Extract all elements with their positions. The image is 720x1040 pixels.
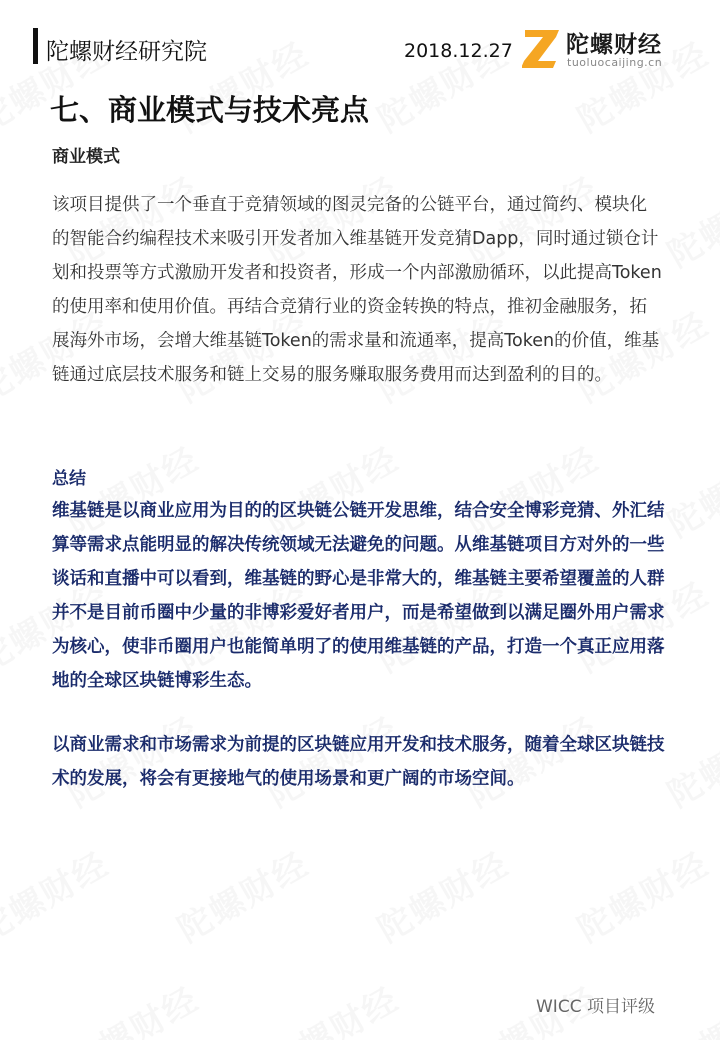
watermark-text xyxy=(0,837,117,951)
brand-logo xyxy=(522,26,692,74)
summary-paragraph: 维基链是以商业应用为目的的区块链公链开发思维，结合安全博彩竞猜、外汇结算等需求点能明显的解决传统领域无法避免的问题。从维基链项目方对外的一些谈话和直播中可以看到，维基链的野心是非常大的，维基链主要希望覆盖的人群并不是目前币圈中少量的非博彩爱好者用户，而是希望做到以满足圈外用户需求为核心，使非币圈用户也能简单明了的使用维基链的产品，打造一个真正应用落地的全球区块链博彩生态。 xyxy=(52,501,665,691)
header-date: 2018.12.27 xyxy=(404,40,513,62)
header-organization: 陀螺财经研究院 xyxy=(46,39,207,65)
section-title: 七、商业模式与技术亮点 xyxy=(50,93,370,127)
watermark-text xyxy=(657,162,720,276)
watermark-text xyxy=(57,972,206,1040)
watermark-text xyxy=(167,837,316,951)
logo-url: tuoluocaijing.cn xyxy=(567,56,663,69)
watermark-text xyxy=(657,972,720,1040)
summary-heading: 总结 xyxy=(52,469,86,489)
footer-label: WICC 项目评级 xyxy=(536,997,655,1017)
watermark-text xyxy=(567,837,716,951)
closing-paragraph: 以商业需求和市场需求为前提的区块链应用开发和技术服务，随着全球区块链技术的发展，将会有更接地气的使用场景和更广阔的市场空间。 xyxy=(52,735,665,789)
logo-z-icon xyxy=(522,26,562,72)
logo-name: 陀螺财经 xyxy=(566,32,662,58)
header-accent-bar xyxy=(33,28,38,64)
business-model-paragraph: 该项目提供了一个垂直于竞猜领域的图灵完备的公链平台，通过简约、模块化的智能合约编程技术来吸引开发者加入维基链开发竞猜Dapp，同时通过锁仓计划和投票等方式激励开发者和投资者，形成一个内部激励循环，以此提高Token的使用率和使用价值。再结合竞猜行业的资金转换的特点，推初金融服务，拓展海外市场，会增大维基链Token的需求量和流通率，提高Token的价值，维基链通过底层技术服务和链上交易的服务赚取服务费用而达到盈利的目的。 xyxy=(52,195,662,385)
watermark-text xyxy=(257,972,406,1040)
subheading-business-model: 商业模式 xyxy=(52,147,120,167)
watermark-text xyxy=(367,837,516,951)
